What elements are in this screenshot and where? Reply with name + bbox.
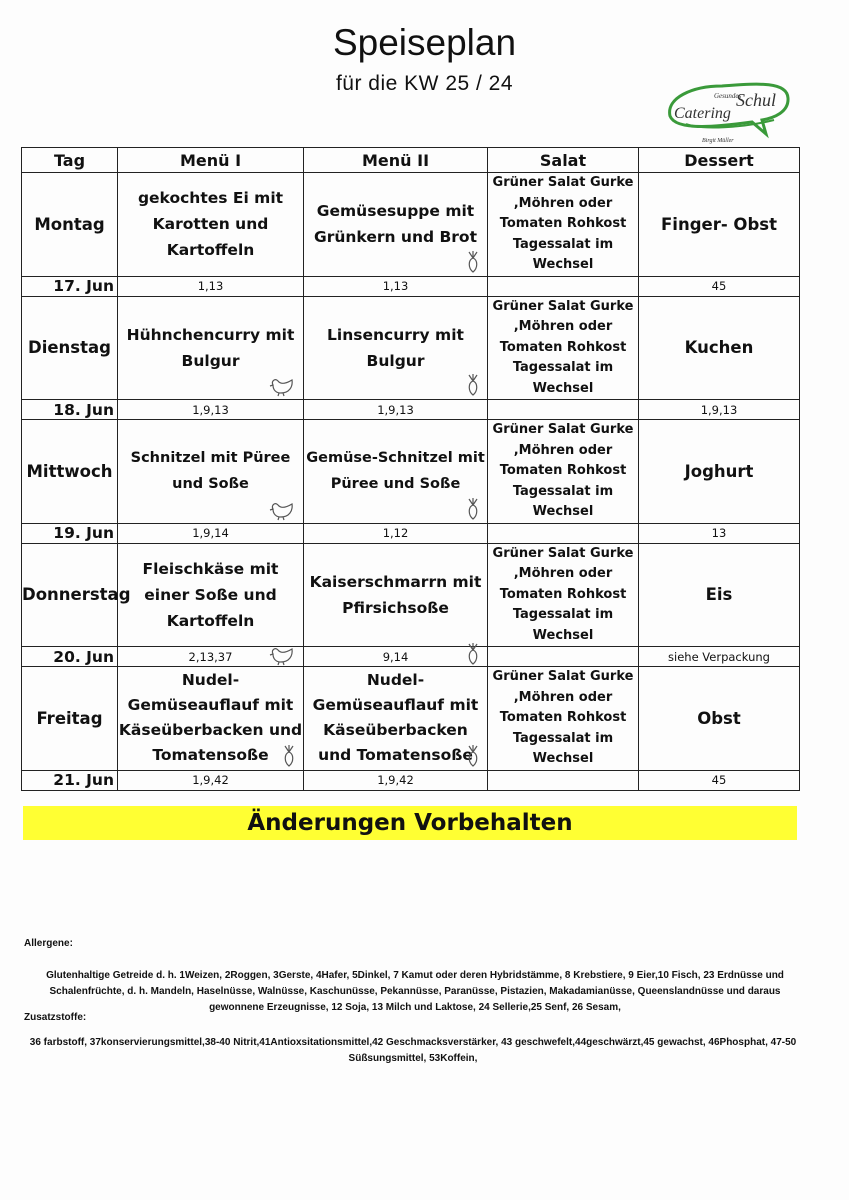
dessert-codes: 1,9,13 bbox=[639, 400, 800, 420]
menu2-dish bbox=[304, 667, 488, 771]
salad-text: Grüner Salat Gurke ,Möhren oder Tomaten Rohkost Tagessalat im Wechsel bbox=[488, 667, 639, 771]
dessert-text: Eis bbox=[639, 543, 800, 647]
col-header-dessert: Dessert bbox=[639, 148, 800, 173]
vegetable-icon bbox=[463, 373, 483, 397]
col-header-salad: Salat bbox=[488, 148, 639, 173]
day-name: Mittwoch bbox=[22, 420, 118, 524]
dessert-codes: 13 bbox=[639, 523, 800, 543]
allergens-heading: Allergene: bbox=[24, 938, 73, 949]
vegetable-icon bbox=[279, 744, 299, 768]
changes-reserved-banner: Änderungen Vorbehalten bbox=[23, 806, 797, 840]
page-title: Speiseplan bbox=[332, 22, 517, 63]
additives-heading: Zusatzstoffe: bbox=[24, 1012, 87, 1023]
table-row bbox=[22, 543, 800, 647]
day-date: 21. Jun bbox=[22, 770, 118, 790]
day-date: 19. Jun bbox=[22, 523, 118, 543]
menu1-dish bbox=[118, 296, 304, 400]
vegetable-icon bbox=[463, 497, 483, 521]
svg-text:Gesundes: Gesundes bbox=[714, 92, 742, 100]
salad-text: Grüner Salat Gurke ,Möhren oder Tomaten Rohkost Tagessalat im Wechsel bbox=[488, 543, 639, 647]
salad-codes bbox=[488, 523, 639, 543]
table-row bbox=[22, 770, 800, 790]
menu2-codes: 1,9,42 bbox=[304, 770, 488, 790]
dessert-text: Kuchen bbox=[639, 296, 800, 400]
chicken-icon bbox=[269, 375, 295, 397]
svg-text:Birgit Müller: Birgit Müller bbox=[702, 138, 734, 144]
salad-codes bbox=[488, 647, 639, 667]
svg-text:Catering: Catering bbox=[674, 105, 731, 122]
meal-plan-table bbox=[21, 147, 800, 791]
dessert-codes: 45 bbox=[639, 276, 800, 296]
col-header-menu2: Menü II bbox=[304, 148, 488, 173]
vegetable-icon bbox=[463, 642, 483, 666]
menu2-text: Nudel-Gemüseauflauf mit Käseüberbacken und Tomatensoße bbox=[312, 671, 479, 765]
menu1-dish bbox=[118, 173, 304, 277]
menu2-codes bbox=[304, 647, 488, 667]
svg-text:Schul: Schul bbox=[736, 90, 776, 110]
dessert-text: Finger- Obst bbox=[639, 173, 800, 277]
dessert-codes: 45 bbox=[639, 770, 800, 790]
table-row bbox=[22, 523, 800, 543]
menu1-codes-text: 2,13,37 bbox=[188, 649, 233, 664]
day-name: Donnerstag bbox=[22, 543, 118, 647]
col-header-menu1: Menü I bbox=[118, 148, 304, 173]
menu2-codes: 1,13 bbox=[304, 276, 488, 296]
menu1-codes: 1,9,14 bbox=[118, 523, 304, 543]
day-date: 18. Jun bbox=[22, 400, 118, 420]
salad-codes bbox=[488, 400, 639, 420]
menu2-text: Linsencurry mit Bulgur bbox=[327, 325, 464, 370]
menu2-codes: 1,12 bbox=[304, 523, 488, 543]
menu1-text: Hühnchencurry mit Bulgur bbox=[126, 325, 295, 370]
menu2-dish bbox=[304, 543, 488, 647]
table-row bbox=[22, 276, 800, 296]
table-row bbox=[22, 667, 800, 771]
vegetable-icon bbox=[463, 744, 483, 768]
additives-text: 36 farbstoff, 37konservierungsmittel,38-40 Nitrit,41Antioxsitationsmittel,42 Geschmacksverstärker, 43 geschwefelt,44geschwärzt,45 gewachst, 46Phosphat, 47-50 Süßsungsmittel, 53Koffein, bbox=[29, 1037, 797, 1064]
menu1-text: Schnitzel mit Püree und Soße bbox=[130, 450, 291, 493]
menu1-codes bbox=[118, 647, 304, 667]
menu1-text: Nudel-Gemüseauflauf mit Käseüberbacken und Tomatensoße bbox=[118, 671, 303, 765]
salad-text: Grüner Salat Gurke ,Möhren oder Tomaten Rohkost Tagessalat im Wechsel bbox=[488, 296, 639, 400]
day-name: Freitag bbox=[22, 667, 118, 771]
salad-codes bbox=[488, 770, 639, 790]
menu2-text: Gemüsesuppe mit Grünkern und Brot bbox=[314, 202, 477, 247]
col-header-day: Tag bbox=[22, 148, 118, 173]
dessert-text: Obst bbox=[639, 667, 800, 771]
menu1-dish bbox=[118, 667, 304, 771]
table-row bbox=[22, 400, 800, 420]
menu1-dish bbox=[118, 420, 304, 524]
table-row bbox=[22, 296, 800, 400]
menu2-codes: 1,9,13 bbox=[304, 400, 488, 420]
chicken-icon bbox=[269, 644, 295, 666]
chicken-icon bbox=[269, 499, 295, 521]
salad-codes bbox=[488, 276, 639, 296]
menu1-text: Fleischkäse mit einer Soße und Kartoffeln bbox=[142, 559, 279, 630]
menu1-text: gekochtes Ei mit Karotten und Kartoffeln bbox=[137, 189, 284, 260]
week-subtitle: für die KW 25 / 24 bbox=[335, 72, 514, 95]
menu1-codes: 1,13 bbox=[118, 276, 304, 296]
table-row bbox=[22, 647, 800, 667]
dessert-codes: siehe Verpackung bbox=[639, 647, 800, 667]
catering-logo bbox=[662, 76, 792, 148]
menu1-dish bbox=[118, 543, 304, 647]
menu2-dish bbox=[304, 296, 488, 400]
day-name: Dienstag bbox=[22, 296, 118, 400]
menu2-text: Gemüse-Schnitzel mit Püree und Soße bbox=[306, 450, 485, 493]
allergens-text: Glutenhaltige Getreide d. h. 1Weizen, 2Roggen, 3Gerste, 4Hafer, 5Dinkel, 7 Kamut oder deren Hybridstämme, 8 Krebstiere, 9 Eier,10 Fisch, 23 Erdnüsse und Schalenfrüchte, d. h. Mandeln, Haselnüsse, Walnüsse, Kaschunüsse, Pekannüsse, Paranüsse, Pistazien, Makadamianüsse, Queenslandnüsse und daraus gewonnene Erzeugnisse, 12 Soja, 13 Milch und Laktose, 24 Sellerie,25 Senf, 26 Sesam, bbox=[46, 970, 784, 1013]
menu1-codes: 1,9,42 bbox=[118, 770, 304, 790]
table-header bbox=[22, 148, 800, 173]
table-row bbox=[22, 173, 800, 277]
dessert-text: Joghurt bbox=[639, 420, 800, 524]
day-date: 17. Jun bbox=[22, 276, 118, 296]
salad-text: Grüner Salat Gurke ,Möhren oder Tomaten Rohkost Tagessalat im Wechsel bbox=[488, 420, 639, 524]
menu2-text: Kaiserschmarrn mit Pfirsichsoße bbox=[309, 572, 482, 617]
table-row bbox=[22, 420, 800, 524]
menu2-codes-text: 9,14 bbox=[382, 649, 409, 664]
menu1-codes: 1,9,13 bbox=[118, 400, 304, 420]
salad-text: Grüner Salat Gurke ,Möhren oder Tomaten Rohkost Tagessalat im Wechsel bbox=[488, 173, 639, 277]
menu2-dish bbox=[304, 173, 488, 277]
day-name: Montag bbox=[22, 173, 118, 277]
menu2-dish bbox=[304, 420, 488, 524]
day-date: 20. Jun bbox=[22, 647, 118, 667]
vegetable-icon bbox=[463, 250, 483, 274]
